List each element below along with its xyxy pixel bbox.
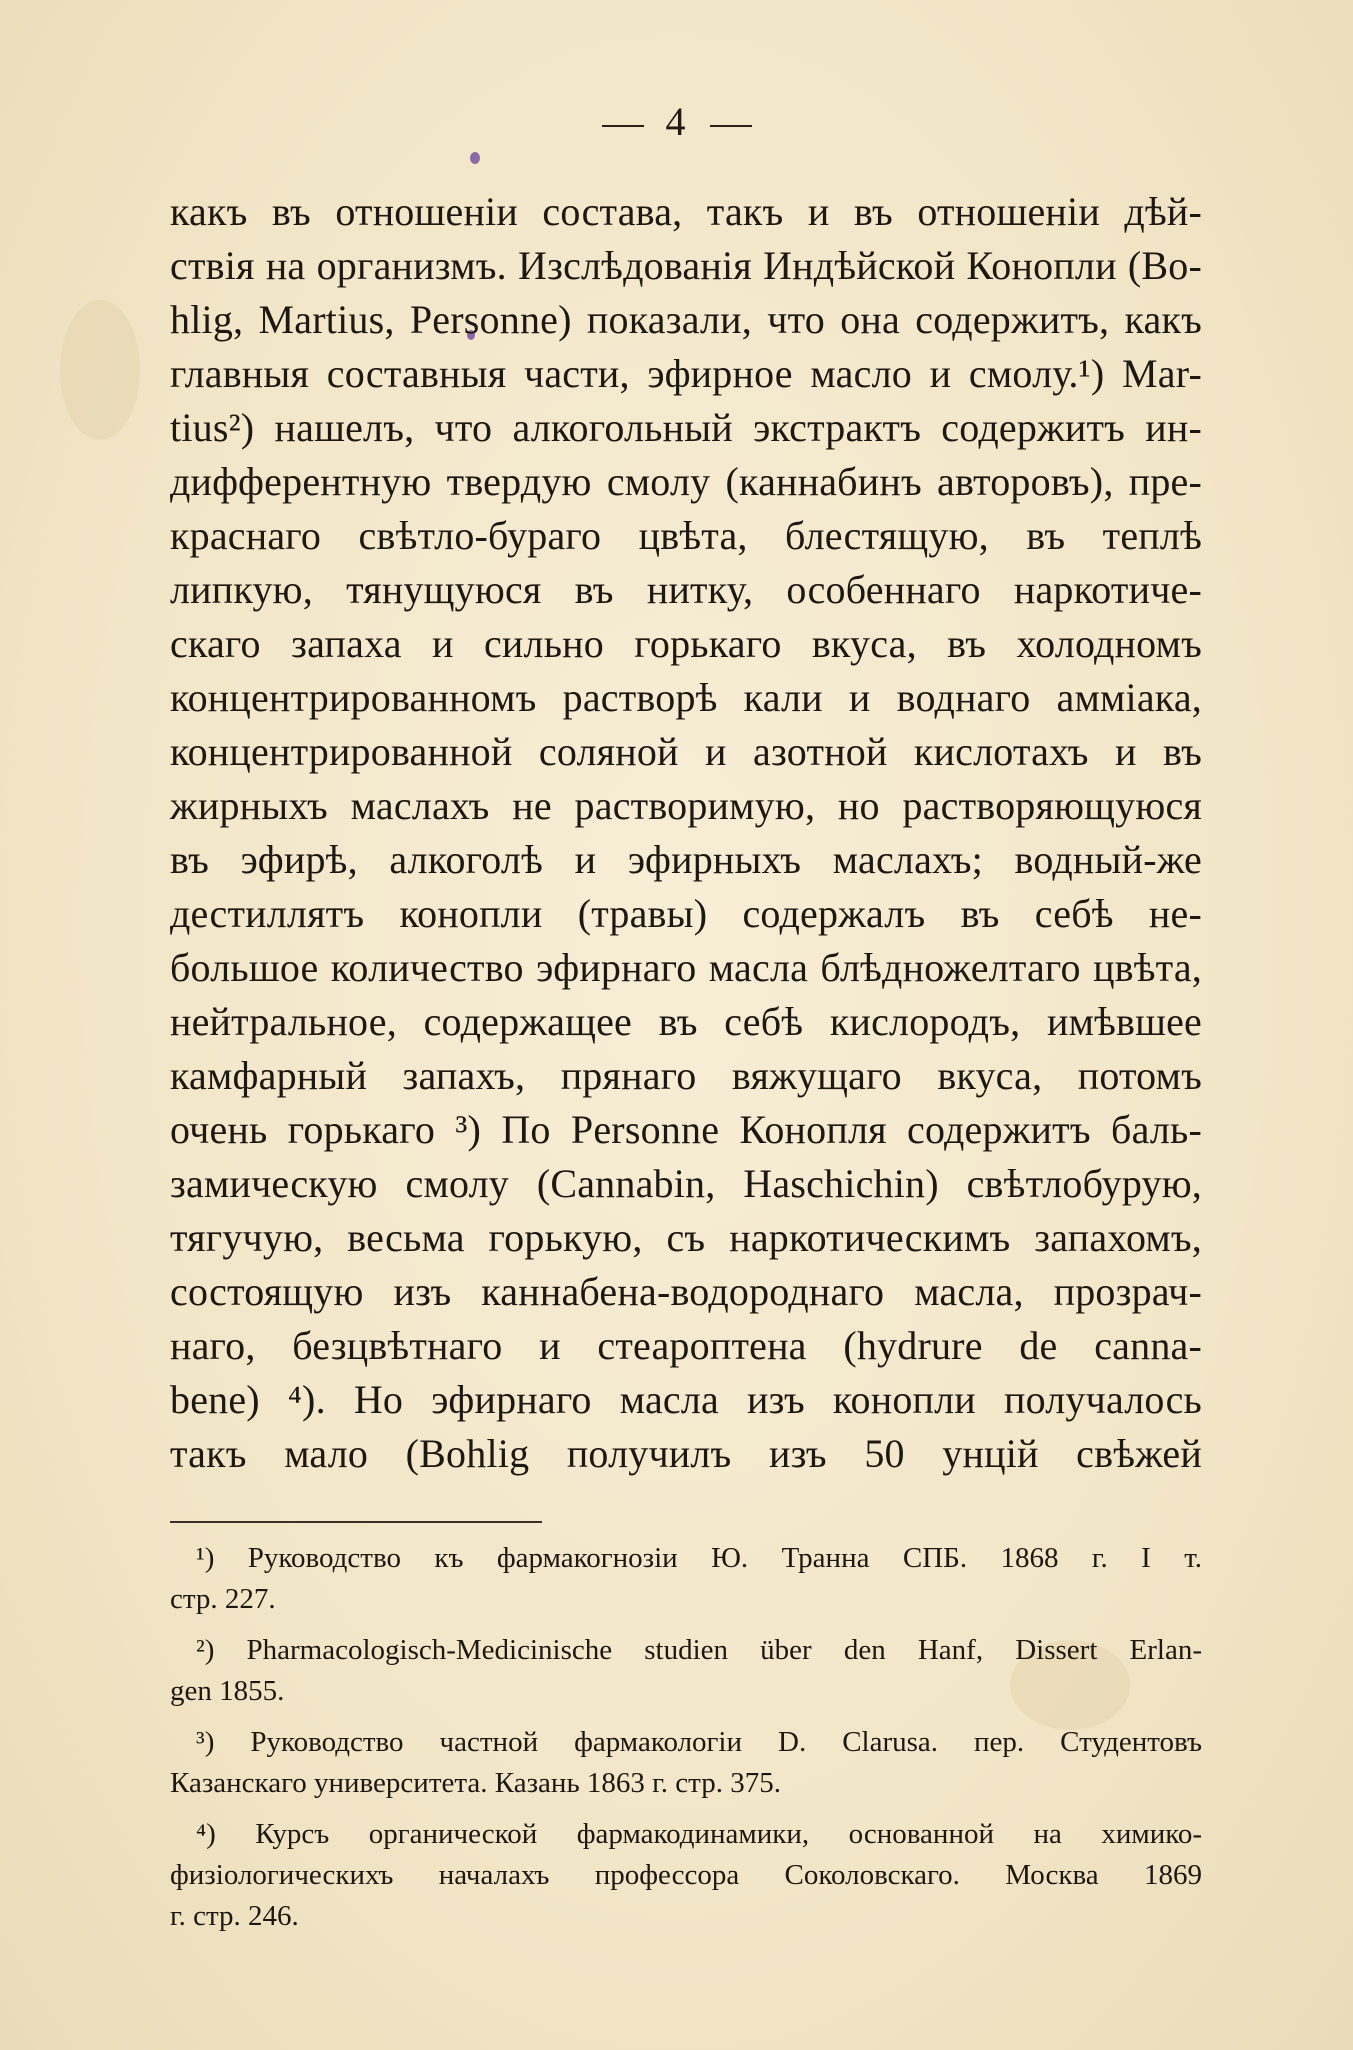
page-number-dash-right bbox=[710, 125, 752, 127]
footnote-gap bbox=[170, 1804, 1202, 1814]
body-line: hlig, Martius, Personne) показали, что она содержитъ, какъ bbox=[170, 297, 1202, 342]
footnote-gap bbox=[170, 1712, 1202, 1722]
body-line: въ эфирѣ, алкоголѣ и эфирныхъ маслахъ; водный-же bbox=[170, 837, 1202, 882]
footnote-line: ²) Pharmacologisch-Medicinische studien über den Hanf, Dissert Erlan- bbox=[196, 1634, 1202, 1666]
footnote-line: gen 1855. bbox=[170, 1675, 285, 1707]
body-line: дестиллятъ конопли (травы) содержалъ въ себѣ не- bbox=[170, 891, 1202, 936]
footnote-line: г. стр. 246. bbox=[170, 1900, 299, 1932]
body-line: tius²) нашелъ, что алкогольный экстрактъ содержитъ ин- bbox=[170, 405, 1202, 450]
body-line: наго, безцвѣтнаго и стеароптена (hydrure de canna- bbox=[170, 1323, 1202, 1368]
body-line: камфарный запахъ, прянаго вяжущаго вкуса, потомъ bbox=[170, 1053, 1202, 1098]
footnote bbox=[170, 1814, 1202, 1937]
body-line: состоящую изъ каннабена-водороднаго масла, прозрач- bbox=[170, 1269, 1202, 1314]
body-line: bene) ⁴). Но эфирнаго масла изъ конопли получалось bbox=[170, 1377, 1202, 1422]
footnote-line: ³) Руководство частной фармакологіи D. Clarusa. пер. Студентовъ bbox=[196, 1726, 1202, 1758]
body-text bbox=[170, 185, 1202, 1481]
body-line: скаго запаха и сильно горькаго вкуса, въ холодномъ bbox=[170, 621, 1202, 666]
body-line: нейтральное, содержащее въ себѣ кислородъ, имѣвшее bbox=[170, 999, 1202, 1044]
footnote bbox=[170, 1722, 1202, 1804]
page-number-value: 4 bbox=[665, 99, 688, 144]
body-line: очень горькаго ³) По Personne Конопля содержитъ баль- bbox=[170, 1107, 1202, 1152]
body-line: жирныхъ маслахъ не растворимую, но растворяющуюся bbox=[170, 783, 1202, 828]
footnote-line: физіологическихъ началахъ профессора Соколовскаго. Москва 1869 bbox=[170, 1859, 1202, 1891]
body-line: концентрированномъ растворѣ кали и воднаго амміака, bbox=[170, 675, 1202, 720]
body-line: тягучую, весьма горькую, съ наркотическимъ запахомъ, bbox=[170, 1215, 1202, 1260]
paper-stain bbox=[60, 300, 140, 440]
footnotes bbox=[170, 1538, 1202, 1937]
body-line: липкую, тянущуюся въ нитку, особеннаго наркотиче- bbox=[170, 567, 1202, 612]
footnote bbox=[170, 1630, 1202, 1712]
page-number-dash-left bbox=[602, 125, 644, 127]
body-line: краснаго свѣтло-бураго цвѣта, блестящую, въ теплѣ bbox=[170, 513, 1202, 558]
footnote-gap bbox=[170, 1620, 1202, 1630]
page-number bbox=[0, 98, 1353, 145]
body-line: дифферентную твердую смолу (каннабинъ авторовъ), пре- bbox=[170, 459, 1202, 504]
footnote-separator bbox=[170, 1521, 542, 1523]
footnote-line: ¹) Руководство къ фармакогнозіи Ю. Транна СПБ. 1868 г. I т. bbox=[196, 1542, 1202, 1574]
footnote-line: Казанскаго университета. Казань 1863 г. стр. 375. bbox=[170, 1767, 781, 1799]
footnote-line: ⁴) Курсъ органической фармакодинамики, основанной на химико- bbox=[196, 1818, 1202, 1850]
body-line: концентрированной соляной и азотной кислотахъ и въ bbox=[170, 729, 1202, 774]
footnote-line: стр. 227. bbox=[170, 1583, 276, 1615]
body-line: замическую смолу (Cannabin, Haschichin) свѣтлобурую, bbox=[170, 1161, 1202, 1206]
body-line: главныя составныя части, эфирное масло и смолу.¹) Mar- bbox=[170, 351, 1202, 396]
body-line: большое количество эфирнаго масла блѣдножелтаго цвѣта, bbox=[170, 945, 1202, 990]
ink-mark bbox=[470, 152, 480, 164]
body-line: ствія на организмъ. Изслѣдованія Индѣйской Конопли (Bo- bbox=[170, 243, 1202, 288]
body-line: такъ мало (Bohlig получилъ изъ 50 унцій свѣжей bbox=[170, 1431, 1202, 1476]
body-line: какъ въ отношеніи состава, такъ и въ отношеніи дѣй- bbox=[170, 189, 1202, 234]
footnote bbox=[170, 1538, 1202, 1620]
